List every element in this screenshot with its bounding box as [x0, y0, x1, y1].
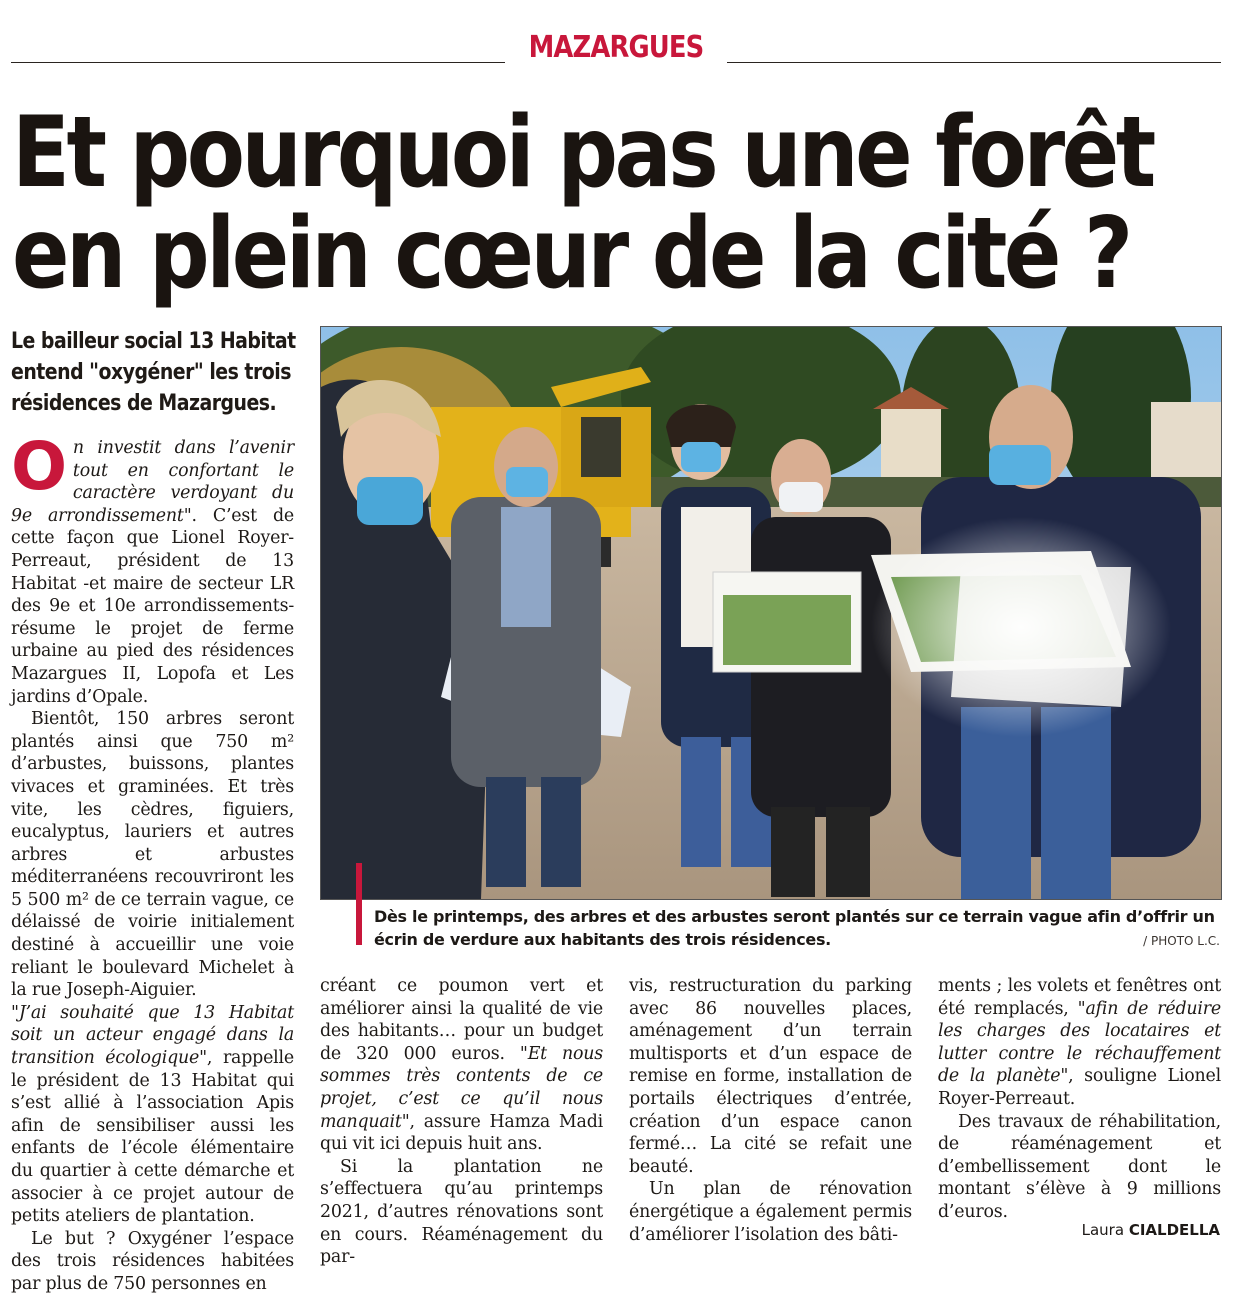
chapeau-line-3: résidences de Mazargues.: [11, 391, 277, 416]
article-column-4: [938, 975, 1221, 1224]
paragraph-3: ", rappelle le président de 13 Habitat qui s’est allié à l’association Apis afin de sensibiliser aussi les enfants de l’école élémentaire du quartier à cette démarche et associer à ce projet autour de petits ateliers de plantation.: [11, 1048, 294, 1227]
photo-illustration: [321, 327, 1221, 899]
chapeau-line-1: Le bailleur social 13 Habitat: [11, 329, 296, 354]
column-2-text-a: créant ce poumon vert et améliorer ainsi la qualité de vie des habitants… pour un budget de 320 000 euros. ": [320, 976, 603, 1064]
column-4-text-a: ments ; les volets et fenêtres ont été remplacés, ": [938, 976, 1221, 1019]
article-column-1: [11, 428, 294, 1296]
column-2-paragraph-2: Si la plantation ne s’effectuera qu’au printemps 2021, d’autres rénovations sont en cours. Réaménagement du par-: [320, 1156, 603, 1268]
column-3-paragraph-2: Un plan de rénovation énergétique a également permis d’améliorer l’isolation des bâti-: [629, 1179, 912, 1245]
headline-line-1: Et pourquoi pas une forêt: [12, 96, 1153, 210]
section-rule-right: [727, 62, 1221, 63]
article-column-3: [629, 975, 912, 1246]
president-quote: J’ai souhaité que 13 Habitat soit un acteur engagé dans la transition écologique: [11, 1002, 294, 1069]
column-2-text-b: ", assure Hamza Madi qui vit ici depuis huit ans.: [320, 1111, 603, 1155]
quote-open: ": [11, 1002, 19, 1023]
column-4-text-b: ", souligne Lionel Royer-Perreaut.: [938, 1066, 1221, 1109]
drop-cap: O: [11, 428, 67, 505]
headline-line-2: en plein cœur de la cité ?: [12, 197, 1130, 311]
column-3-paragraph-1: vis, restructuration du parking avec 86 nouvelles places, aménagement d’un terrain multisports et d’un espace de remise en forme, installation de portails électriques d’entrée, création d’un espace canon fermé… La cité se refait une beauté.: [629, 976, 912, 1177]
author-last-name: CIALDELLA: [1128, 1221, 1220, 1239]
section-rule-left: [11, 62, 505, 63]
author-first-name: Laura: [1081, 1221, 1125, 1239]
photo-caption: Dès le printemps, des arbres et des arbustes seront plantés sur ce terrain vague afin d’offrir un écrin de verdure aux habitants des trois résidences.: [374, 907, 1215, 949]
article-photo: [320, 326, 1222, 900]
chapeau: [11, 326, 296, 419]
author-byline: [1082, 1221, 1220, 1239]
chapeau-line-2: entend "oxygéner" les trois: [11, 360, 291, 385]
resident-quote: Et nous sommes très contents de ce projet, c’est ce qu’il nous manquait: [320, 1043, 604, 1132]
article-column-2: [320, 975, 603, 1269]
paragraph-4: Le but ? Oxygéner l’espace des trois résidences habitées par plus de 750 personnes en: [11, 1228, 294, 1294]
photo-credit: / PHOTO L.C.: [1143, 934, 1220, 948]
section-title: MAZARGUES: [528, 30, 704, 65]
paragraph-2: Bientôt, 150 arbres seront plantés ainsi que 750 m² d’arbustes, buissons, plantes vivaces et graminées. Et très vite, les cèdres, figuiers, eucalyptus, lauriers et autres arbres et arbustes méditerranéens recouvriront les 5 500 m² de ce terrain vague, ce délaissé de voirie initialement destiné à accueillir une voie reliant le boulevard Michelet à la rue Joseph-Aiguier.: [11, 709, 294, 1001]
paragraph-1: ". C’est de cette façon que Lionel Royer-Perreaut, président de 13 Habitat -et maire de secteur LR des 9e et 10e arrondissements- résume le projet de ferme urbaine au pied des résidences Mazargues II, Lopofa et Les jardins d’Opale.: [11, 505, 294, 707]
column-4-paragraph-2: Des travaux de réhabilitation, de réaménagement et d’embellissement dont le montant s’élève à 9 millions d’euros.: [938, 1111, 1221, 1222]
mayor-quote: afin de réduire les charges des locataires et lutter contre le réchauffement de la planète: [938, 998, 1221, 1087]
caption-accent-bar: [356, 863, 362, 945]
lead-quote: n investit dans l’avenir tout en confortant le caractère verdoyant du 9e arrondissement: [11, 438, 294, 526]
